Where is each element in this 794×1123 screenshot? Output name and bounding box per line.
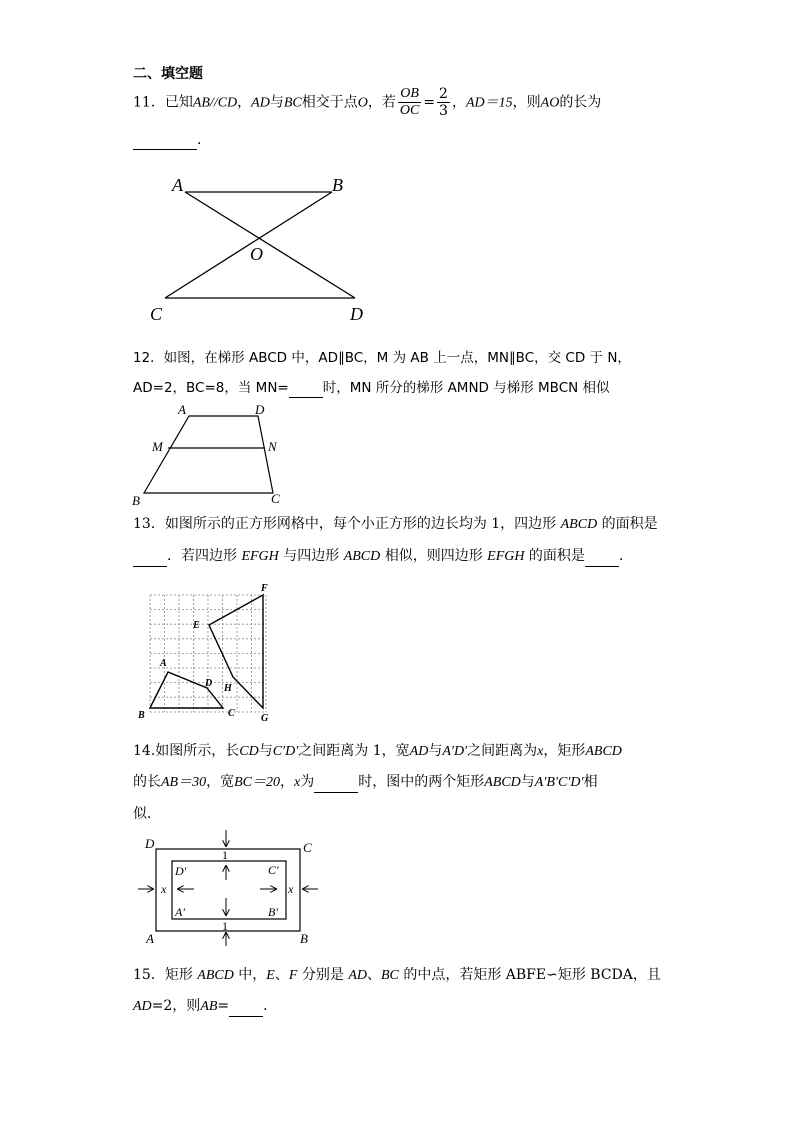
answer-blank-q15[interactable] bbox=[229, 1002, 263, 1017]
label-A: A bbox=[172, 175, 183, 195]
q13-line1: 13．如图所示的正方形网格中，每个小正方形的边长均为 1，四边形 ABCD 的面积是 bbox=[133, 516, 658, 532]
grid bbox=[150, 595, 266, 712]
answer-blank-q11[interactable] bbox=[133, 135, 197, 150]
label-C: C bbox=[150, 304, 163, 324]
label-B: B bbox=[138, 710, 145, 721]
answer-blank-q13a[interactable] bbox=[133, 552, 167, 567]
q13-figure bbox=[134, 580, 284, 728]
q15-line1: 15．矩形 ABCD 中，E、F 分别是 AD、BC 的中点，若矩形 ABFE∽矩形 BCDA，且 bbox=[133, 967, 661, 983]
label-D: D bbox=[145, 836, 155, 851]
q11-line1: 11．已知AB//CD，AD与BC相交于点O，若 $\frac{OB}{OC}$ = $\frac{2}{3}$ ，AD＝15，则AO的长为 bbox=[133, 86, 602, 119]
answer-blank-q12[interactable] bbox=[289, 383, 323, 398]
label-Ap: A′ bbox=[175, 905, 185, 919]
q15-line2: AD=2，则AB= ． bbox=[133, 996, 277, 1017]
label-Dp: D′ bbox=[175, 864, 187, 878]
quad-efgh bbox=[209, 595, 263, 708]
label-C: C bbox=[228, 708, 235, 719]
q11-line2: ． bbox=[133, 130, 211, 150]
label-E: E bbox=[193, 620, 200, 631]
q14-line3: 似． bbox=[133, 806, 161, 822]
label-A: A bbox=[178, 402, 186, 417]
label-B: B bbox=[300, 931, 308, 946]
answer-blank-q13b[interactable] bbox=[585, 552, 619, 567]
q11-figure bbox=[140, 168, 380, 328]
q12-figure bbox=[130, 400, 290, 508]
label-x-left: x bbox=[161, 882, 167, 896]
label-C: C bbox=[271, 491, 280, 506]
label-B: B bbox=[332, 175, 343, 195]
q13-line2: ．若四边形 EFGH 与四边形 ABCD 相似，则四边形 EFGH 的面积是 ． bbox=[133, 546, 633, 567]
q14-line1: 14.如图所示，长CD与C′D′之间距离为 1，宽AD与A′D′之间距离为x，矩形ABCD bbox=[133, 743, 622, 759]
label-B: B bbox=[132, 493, 140, 508]
label-D: D bbox=[350, 304, 363, 324]
label-x-right: x bbox=[288, 882, 294, 896]
q14-line2: 的长AB＝30，宽BC＝20，x为 时，图中的两个矩形ABCD与A′B′C′D′相 bbox=[133, 772, 598, 793]
q12-line2: AD=2，BC=8，当 MN= 时，MN 所分的梯形 AMND 与梯形 MBCN 相似 bbox=[133, 380, 610, 396]
answer-blank-q14[interactable] bbox=[314, 778, 358, 793]
label-1-top: 1 bbox=[222, 848, 228, 862]
label-H: H bbox=[224, 683, 232, 694]
label-1-bottom: 1 bbox=[222, 919, 228, 933]
fraction-2-3: $\frac{2}{3}$ bbox=[439, 86, 448, 119]
section-title: 二、填空题 bbox=[133, 66, 203, 82]
label-G: G bbox=[261, 713, 269, 724]
label-Cp: C′ bbox=[268, 863, 279, 877]
label-Bp: B′ bbox=[268, 905, 278, 919]
label-N: N bbox=[268, 439, 277, 454]
label-D: D bbox=[255, 402, 265, 417]
label-A: A bbox=[146, 931, 154, 946]
label-F: F bbox=[261, 583, 268, 594]
fraction-ob-oc: $\frac{OB}{OC}$ bbox=[399, 86, 420, 118]
q12-line1: 12．如图，在梯形 ABCD 中，AD∥BC，M 为 AB 上一点，MN∥BC，交 CD 于 N， bbox=[133, 350, 631, 366]
q14-figure bbox=[134, 826, 324, 948]
label-A: A bbox=[160, 658, 167, 669]
label-M: M bbox=[152, 439, 163, 454]
label-O: O bbox=[250, 244, 263, 264]
label-C: C bbox=[303, 840, 312, 855]
label-D: D bbox=[205, 678, 213, 689]
